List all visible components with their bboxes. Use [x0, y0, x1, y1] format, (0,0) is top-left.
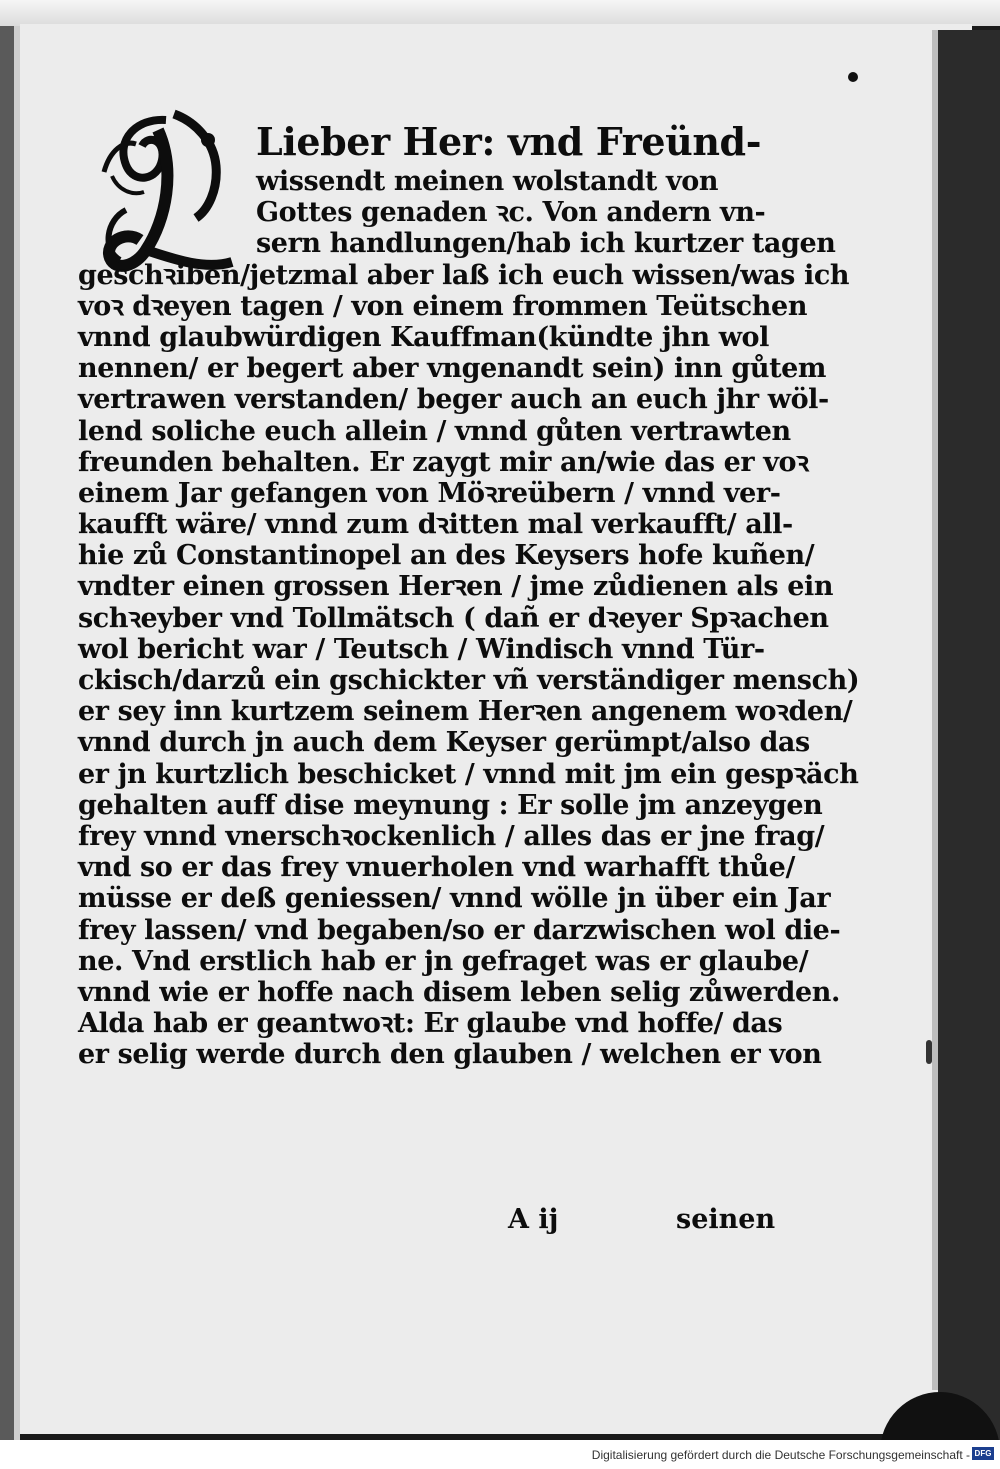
text-line: frey vnnd vnerschꝛockenlich / alles das er jne frag/: [78, 820, 825, 852]
scan-right-margin: [938, 30, 1000, 1440]
text-line: gehalten auff dise meynung : Er solle jm anzeygen: [78, 789, 823, 821]
catchword: seinen: [676, 1204, 776, 1235]
funding-credit: Digitalisierung gefördert durch die Deutsche Forschungsgemeinschaft -: [591, 1448, 970, 1462]
text-line: er jn kurtzlich beschicket / vnnd mit jm ein gespꝛäch: [78, 758, 859, 790]
ink-speck: [848, 72, 858, 82]
text-line: vnnd durch jn auch dem Keyser gerümpt/also das: [78, 727, 810, 759]
text-line: ne. Vnd erstlich hab er jn gefraget was er glaube/: [78, 945, 809, 977]
dfg-logo-icon: DFG: [972, 1447, 994, 1460]
binding-edge: [0, 0, 14, 1440]
text-line: geschꝛiben/jetzmal aber laß ich euch wissen/was ich: [78, 259, 850, 291]
text-line: vertrawen verstanden/ beger auch an euch jhr wöl-: [78, 384, 829, 416]
text-line: schꝛeyber vnd Tollmätsch ( dañ er dꝛeyer Spꝛachen: [78, 602, 829, 634]
text-line: freunden behalten. Er zaygt mir an/wie das er voꝛ: [78, 446, 809, 478]
text-line: vnd so er das frey vnuerholen vnd warhafft thůe/: [78, 852, 795, 884]
text-line: vnnd glaubwürdigen Kauffman(kündte jhn wol: [78, 321, 770, 353]
text-line: kaufft wäre/ vnnd zum dꝛitten mal verkaufft/ all-: [78, 509, 793, 541]
text-line: ckisch/darzů ein gschickter vñ verständiger mensch): [78, 665, 860, 696]
text-line: sern handlungen/hab ich kurtzer tagen: [256, 228, 836, 260]
body-text: [78, 118, 860, 1071]
signature-mark: A ij: [508, 1204, 559, 1235]
text-line: lend soliche euch allein / vnnd gůten vertrawten: [78, 415, 791, 447]
text-line: vnnd wie er hoffe nach disem leben selig zůwerden.: [78, 976, 841, 1008]
text-line: er sey inn kurtzem seinem Herꝛen angenem woꝛden/: [78, 696, 853, 728]
text-line: Alda hab er geantwoꝛt: Er glaube vnd hoffe/ das: [78, 1008, 783, 1040]
text-line: voꝛ dꝛeyen tagen / von einem frommen Teütschen: [78, 290, 808, 322]
top-paper-edge: [0, 0, 1000, 26]
text-line: Lieber Her: vnd Freünd-: [256, 119, 762, 164]
text-line: frey lassen/ vnd begaben/so er darzwischen wol die-: [78, 914, 841, 946]
text-line: Gottes genaden ꝛc. Von andern vn-: [256, 197, 766, 229]
text-line: einem Jar gefangen von Möꝛreübern / vnnd ver-: [78, 477, 781, 509]
text-line: wissendt meinen wolstandt von: [256, 166, 719, 197]
text-line: vndter einen grossen Herꝛen / jme zůdienen als ein: [78, 571, 834, 603]
text-line: müsse er deß geniessen/ vnnd wölle jn über ein Jar: [78, 883, 831, 915]
text-line: er selig werde durch den glauben / welchen er von: [78, 1039, 822, 1071]
text-line: nennen/ er begert aber vngenandt sein) inn gůtem: [78, 353, 827, 385]
text-line: hie zů Constantinopel an des Keysers hofe kuñen/: [78, 540, 815, 572]
text-line: wol bericht war / Teutsch / Windisch vnnd Tür-: [78, 633, 765, 665]
footer-bar: [0, 1440, 1000, 1469]
ink-speck: [926, 1040, 932, 1064]
